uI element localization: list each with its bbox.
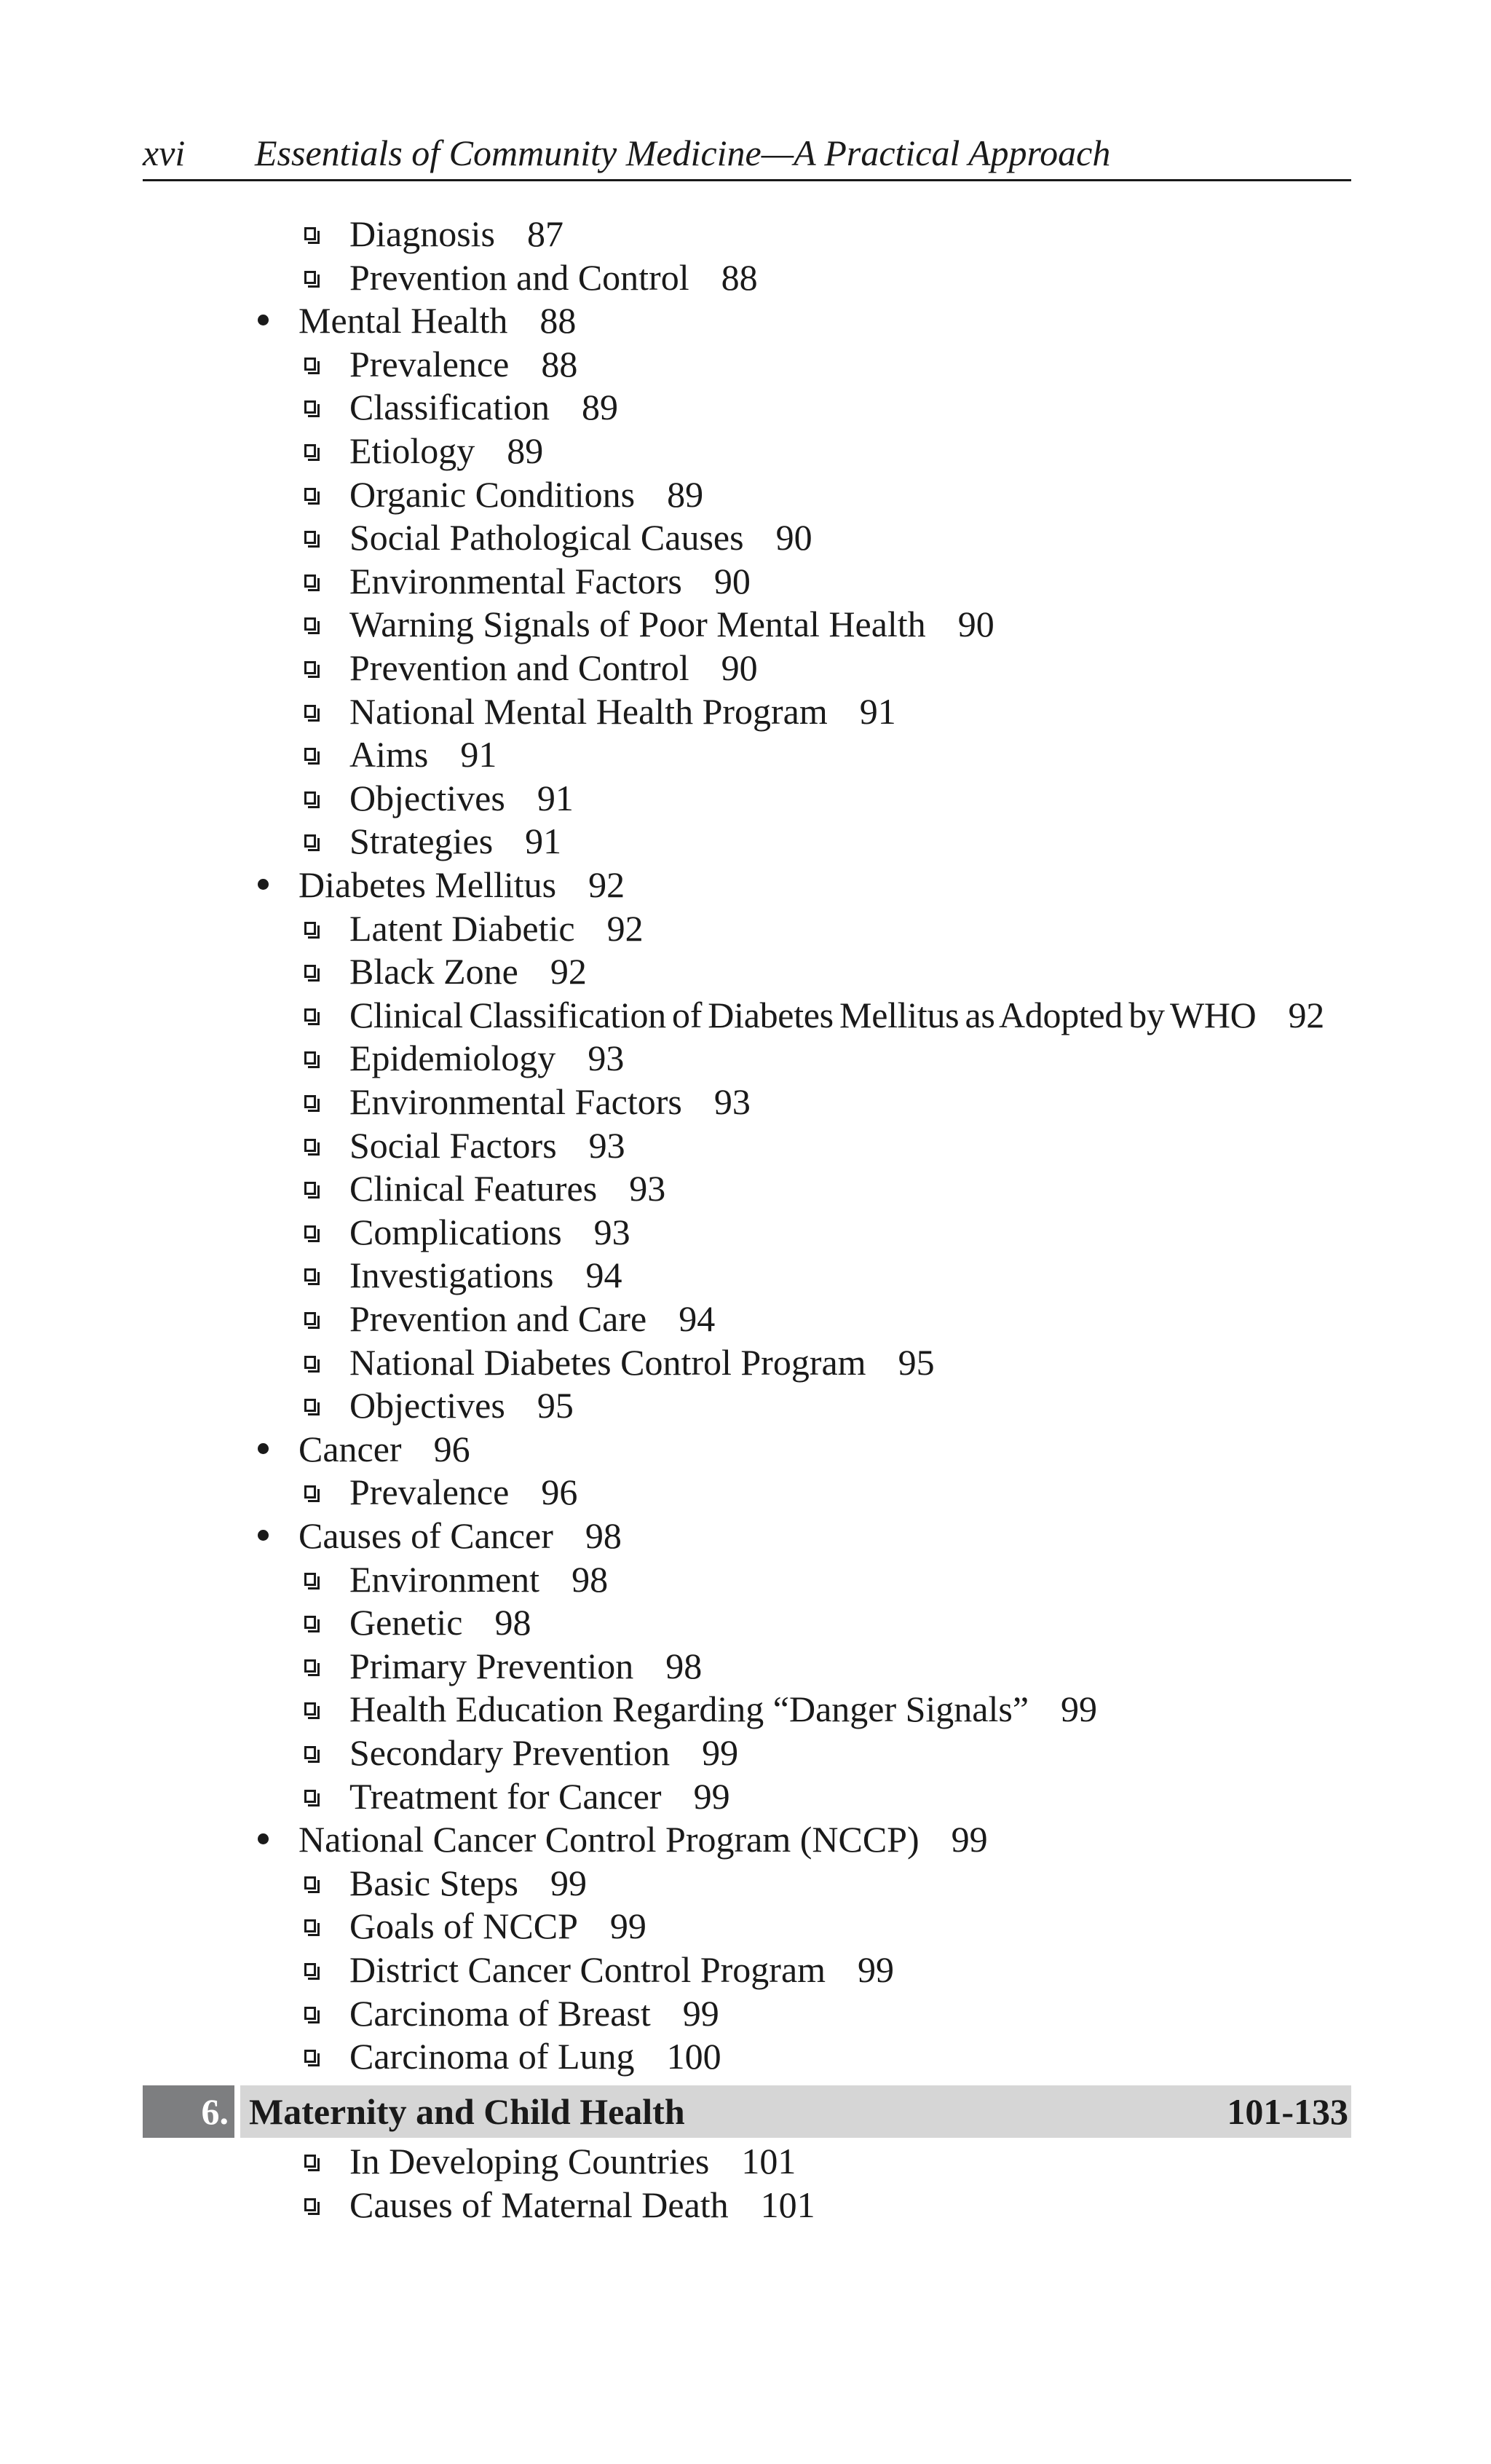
toc-subsection-entry [303, 560, 751, 602]
toc-subsection-entry [303, 690, 896, 733]
shadow-box-icon [303, 1992, 349, 2034]
shadow-box-icon [303, 1775, 349, 1817]
toc-subsection-entry [303, 1254, 622, 1296]
toc-subsection-entry [303, 1948, 894, 1991]
shadow-box-icon [303, 1862, 349, 1904]
shadow-box-icon [303, 690, 349, 733]
toc-entry-page: 89 [507, 430, 544, 471]
toc-entry-title: Prevalence [349, 343, 510, 384]
toc-subsection-entry [303, 1341, 935, 1383]
toc-entry-page: 91 [537, 777, 574, 818]
shadow-box-icon [303, 950, 349, 992]
toc-entry-page: 87 [527, 213, 563, 254]
toc-entry-title: Environmental Factors [349, 560, 682, 601]
toc-entry-title: Investigations [349, 1255, 554, 1296]
toc-entry-title: Prevalence [349, 1472, 510, 1513]
toc-entry-title: Etiology [349, 430, 475, 471]
toc-entry-title: Genetic [349, 1602, 463, 1643]
toc-entry-title: Objectives [349, 1385, 505, 1426]
toc-entry-page: 88 [539, 300, 577, 341]
toc-section-entry [255, 1515, 622, 1557]
toc-entry-page: 99 [951, 1819, 988, 1860]
toc-section-entry [255, 1428, 470, 1470]
shadow-box-icon [303, 343, 349, 385]
toc-entry-title: Strategies [349, 821, 494, 862]
toc-entry-page: 91 [525, 821, 562, 862]
shadow-box-icon [303, 1037, 349, 1079]
toc-entry-page: 91 [460, 734, 497, 775]
toc-entry-page: 96 [433, 1428, 470, 1469]
toc-subsection-entry [303, 950, 587, 992]
toc-entry-title: Basic Steps [349, 1862, 518, 1903]
toc-subsection-entry [303, 1601, 531, 1643]
toc-entry-title: Prevention and Control [349, 256, 689, 298]
toc-subsection-entry [303, 2140, 796, 2182]
toc-entry-page: 98 [665, 1645, 703, 1686]
toc-entry-title: District Cancer Control Program [349, 1949, 826, 1990]
shadow-box-icon [303, 2184, 349, 2226]
toc-subsection-entry [303, 213, 563, 255]
shadow-box-icon [303, 2035, 349, 2077]
toc-entry-page: 99 [858, 1949, 895, 1990]
toc-entry-title: Primary Prevention [349, 1645, 634, 1686]
shadow-box-icon [303, 1645, 349, 1687]
toc-entry-page: 96 [541, 1472, 578, 1513]
shadow-box-icon [303, 1384, 349, 1426]
toc-subsection-entry [303, 647, 758, 689]
shadow-box-icon [303, 1211, 349, 1253]
shadow-box-icon [303, 386, 349, 428]
toc-entry-page: 99 [609, 1906, 646, 1947]
toc-entry-title: Aims [349, 734, 429, 775]
toc-subsection-entry [303, 516, 812, 558]
shadow-box-icon [303, 1905, 349, 1947]
toc-subsection-entry [303, 1731, 738, 1774]
shadow-box-icon [303, 560, 349, 602]
toc-entry-page: 93 [593, 1211, 630, 1252]
shadow-box-icon [303, 777, 349, 819]
toc-entry-page: 94 [585, 1255, 622, 1296]
toc-subsection-entry [303, 386, 618, 428]
toc-entry-title: Treatment for Cancer [349, 1775, 662, 1817]
toc-entry-title: In Developing Countries [349, 2141, 710, 2181]
toc-entry-page: 99 [1061, 1689, 1098, 1730]
shadow-box-icon [303, 1254, 349, 1296]
toc-entry-title: National Mental Health Program [349, 690, 828, 732]
toc-entry-page: 89 [581, 387, 618, 428]
toc-entry-title: Social Factors [349, 1124, 557, 1166]
toc-entry-page: 98 [572, 1558, 609, 1600]
toc-entry-page: 94 [679, 1298, 716, 1339]
toc-subsection-entry [303, 1558, 608, 1600]
toc-entry-title: Environmental Factors [349, 1081, 682, 1122]
bullet-icon [255, 299, 298, 341]
toc-entry-title: Goals of NCCP [349, 1906, 578, 1947]
toc-subsection-entry [303, 1905, 646, 1947]
bullet-icon [255, 1428, 298, 1470]
shadow-box-icon [303, 820, 349, 862]
toc-subsection-entry [303, 2035, 721, 2077]
shadow-box-icon [303, 994, 349, 1036]
toc-entry-page: 90 [775, 517, 812, 558]
toc-subsection-entry [303, 2184, 815, 2226]
shadow-box-icon [303, 1731, 349, 1774]
toc-entry-page: 88 [541, 343, 578, 384]
toc-subsection-entry [303, 1081, 751, 1123]
toc-subsection-entry [303, 820, 561, 862]
toc-entry-page: 93 [713, 1081, 751, 1122]
toc-entry-page: 89 [667, 473, 704, 515]
toc-entry-page: 95 [898, 1341, 935, 1383]
toc-entry-page: 91 [859, 690, 896, 732]
toc-entry-title: Diabetes Mellitus [298, 864, 557, 905]
toc-entry-page: 98 [494, 1602, 531, 1643]
toc-entry-title: Organic Conditions [349, 473, 636, 515]
toc-entry-title: Objectives [349, 777, 505, 818]
toc-entry-title: National Cancer Control Program (NCCP) [298, 1819, 919, 1860]
toc-subsection-entry [303, 1167, 665, 1209]
toc-entry-title: Cancer [298, 1428, 402, 1469]
header-rule [143, 179, 1351, 181]
toc-subsection-entry [303, 1775, 730, 1817]
shadow-box-icon [303, 516, 349, 558]
toc-section-entry [255, 1818, 988, 1860]
shadow-box-icon [303, 1601, 349, 1643]
bullet-icon [255, 1818, 298, 1860]
shadow-box-icon [303, 1081, 349, 1123]
toc-section-entry [255, 299, 576, 341]
toc-entry-title: Black Zone [349, 951, 518, 992]
shadow-box-icon [303, 1948, 349, 1991]
toc-subsection-entry [303, 1037, 624, 1079]
toc-entry-title: Causes of Maternal Death [349, 2184, 729, 2225]
toc-entry-title: Latent Diabetic [349, 907, 575, 949]
chapter-page-range: 101-133 [1227, 2091, 1348, 2132]
toc-subsection-entry [303, 1862, 587, 1904]
toc-entry-page: 88 [721, 256, 758, 298]
shadow-box-icon [303, 647, 349, 689]
toc-entry-page: 95 [537, 1385, 574, 1426]
toc-entry-page: 93 [588, 1124, 625, 1166]
chapter-title: Maternity and Child Health [249, 2091, 685, 2132]
toc-subsection-entry [303, 473, 703, 516]
toc-entry-title: Prevention and Care [349, 1298, 647, 1339]
toc-subsection-entry [303, 1298, 715, 1340]
toc-subsection-entry [303, 1688, 1097, 1730]
chapter-number: 6. [143, 2085, 234, 2138]
toc-entry-title: Secondary Prevention [349, 1732, 671, 1773]
shadow-box-icon [303, 430, 349, 472]
shadow-box-icon [303, 1558, 349, 1600]
shadow-box-icon [303, 1298, 349, 1340]
toc-subsection-entry [303, 430, 543, 472]
toc-subsection-entry [303, 907, 644, 949]
book-title: Essentials of Community Medicine—A Practical Approach [255, 133, 1111, 173]
toc-entry-title: Warning Signals of Poor Mental Health [349, 604, 926, 645]
toc-entry-page: 90 [957, 604, 994, 645]
toc-entry-page: 99 [550, 1862, 587, 1903]
toc-entry-page: 92 [550, 951, 587, 992]
shadow-box-icon [303, 2140, 349, 2182]
toc-subsection-entry [303, 343, 577, 385]
shadow-box-icon [303, 733, 349, 775]
toc-entry-title: Classification [349, 387, 550, 428]
toc-entry-page: 101 [741, 2141, 796, 2181]
toc-entry-title: Environment [349, 1558, 540, 1600]
shadow-box-icon [303, 1341, 349, 1383]
shadow-box-icon [303, 473, 349, 516]
toc-entry-page: 92 [1288, 994, 1324, 1035]
toc-entry-title: Social Pathological Causes [349, 517, 744, 558]
toc-entry-page: 93 [629, 1168, 666, 1209]
toc-subsection-entry [303, 1211, 630, 1253]
toc-entry-page: 99 [682, 1992, 719, 2034]
toc-entry-page: 93 [588, 1038, 625, 1079]
toc-subsection-entry [303, 1384, 574, 1426]
toc-subsection-entry [303, 777, 574, 819]
shadow-box-icon [303, 1167, 349, 1209]
toc-entry-page: 99 [693, 1775, 730, 1817]
running-header [143, 130, 1351, 176]
toc-entry-title: Epidemiology [349, 1038, 556, 1079]
shadow-box-icon [303, 1471, 349, 1513]
toc-entry-title: Prevention and Control [349, 647, 689, 688]
bullet-icon [255, 864, 298, 906]
toc-entry-title: Mental Health [298, 300, 508, 341]
shadow-box-icon [303, 213, 349, 255]
toc-subsection-entry [303, 1645, 702, 1687]
shadow-box-icon [303, 1688, 349, 1730]
toc-subsection-entry [303, 1992, 719, 2034]
toc-entry-page: 99 [702, 1732, 739, 1773]
toc-entry-page: 92 [606, 907, 644, 949]
toc-entry-page: 101 [760, 2184, 815, 2225]
toc-entry-page: 100 [666, 2036, 721, 2077]
bullet-icon [255, 1515, 298, 1557]
toc-entry-title: Complications [349, 1211, 562, 1252]
toc-subsection-entry [303, 733, 497, 775]
shadow-box-icon [303, 1124, 349, 1166]
toc-entry-title: Health Education Regarding “Danger Signals” [349, 1689, 1029, 1730]
toc-entry-title: Carcinoma of Lung [349, 2036, 635, 2077]
shadow-box-icon [303, 256, 349, 299]
toc-subsection-entry [303, 994, 1324, 1036]
chapter-heading [143, 2085, 1351, 2138]
toc-entry-page: 90 [713, 560, 751, 601]
shadow-box-icon [303, 603, 349, 645]
toc-subsection-entry [303, 1471, 577, 1513]
page-folio: xvi [143, 133, 186, 173]
toc-subsection-entry [303, 256, 758, 299]
toc-subsection-entry [303, 1124, 625, 1166]
toc-section-entry [255, 864, 625, 906]
toc-entry-page: 92 [588, 864, 625, 905]
toc-entry-title: Carcinoma of Breast [349, 1992, 651, 2034]
toc-entry-page: 98 [585, 1515, 622, 1556]
toc-entry-page: 90 [721, 647, 758, 688]
toc-entry-title: National Diabetes Control Program [349, 1341, 866, 1383]
toc-entry-title: Causes of Cancer [298, 1515, 553, 1556]
toc-subsection-entry [303, 603, 994, 645]
toc-entry-title: Clinical Classification of Diabetes Mellitus as Adopted by WHO [349, 994, 1257, 1035]
shadow-box-icon [303, 907, 349, 949]
toc-entry-title: Diagnosis [349, 213, 495, 254]
toc-entry-title: Clinical Features [349, 1168, 598, 1209]
